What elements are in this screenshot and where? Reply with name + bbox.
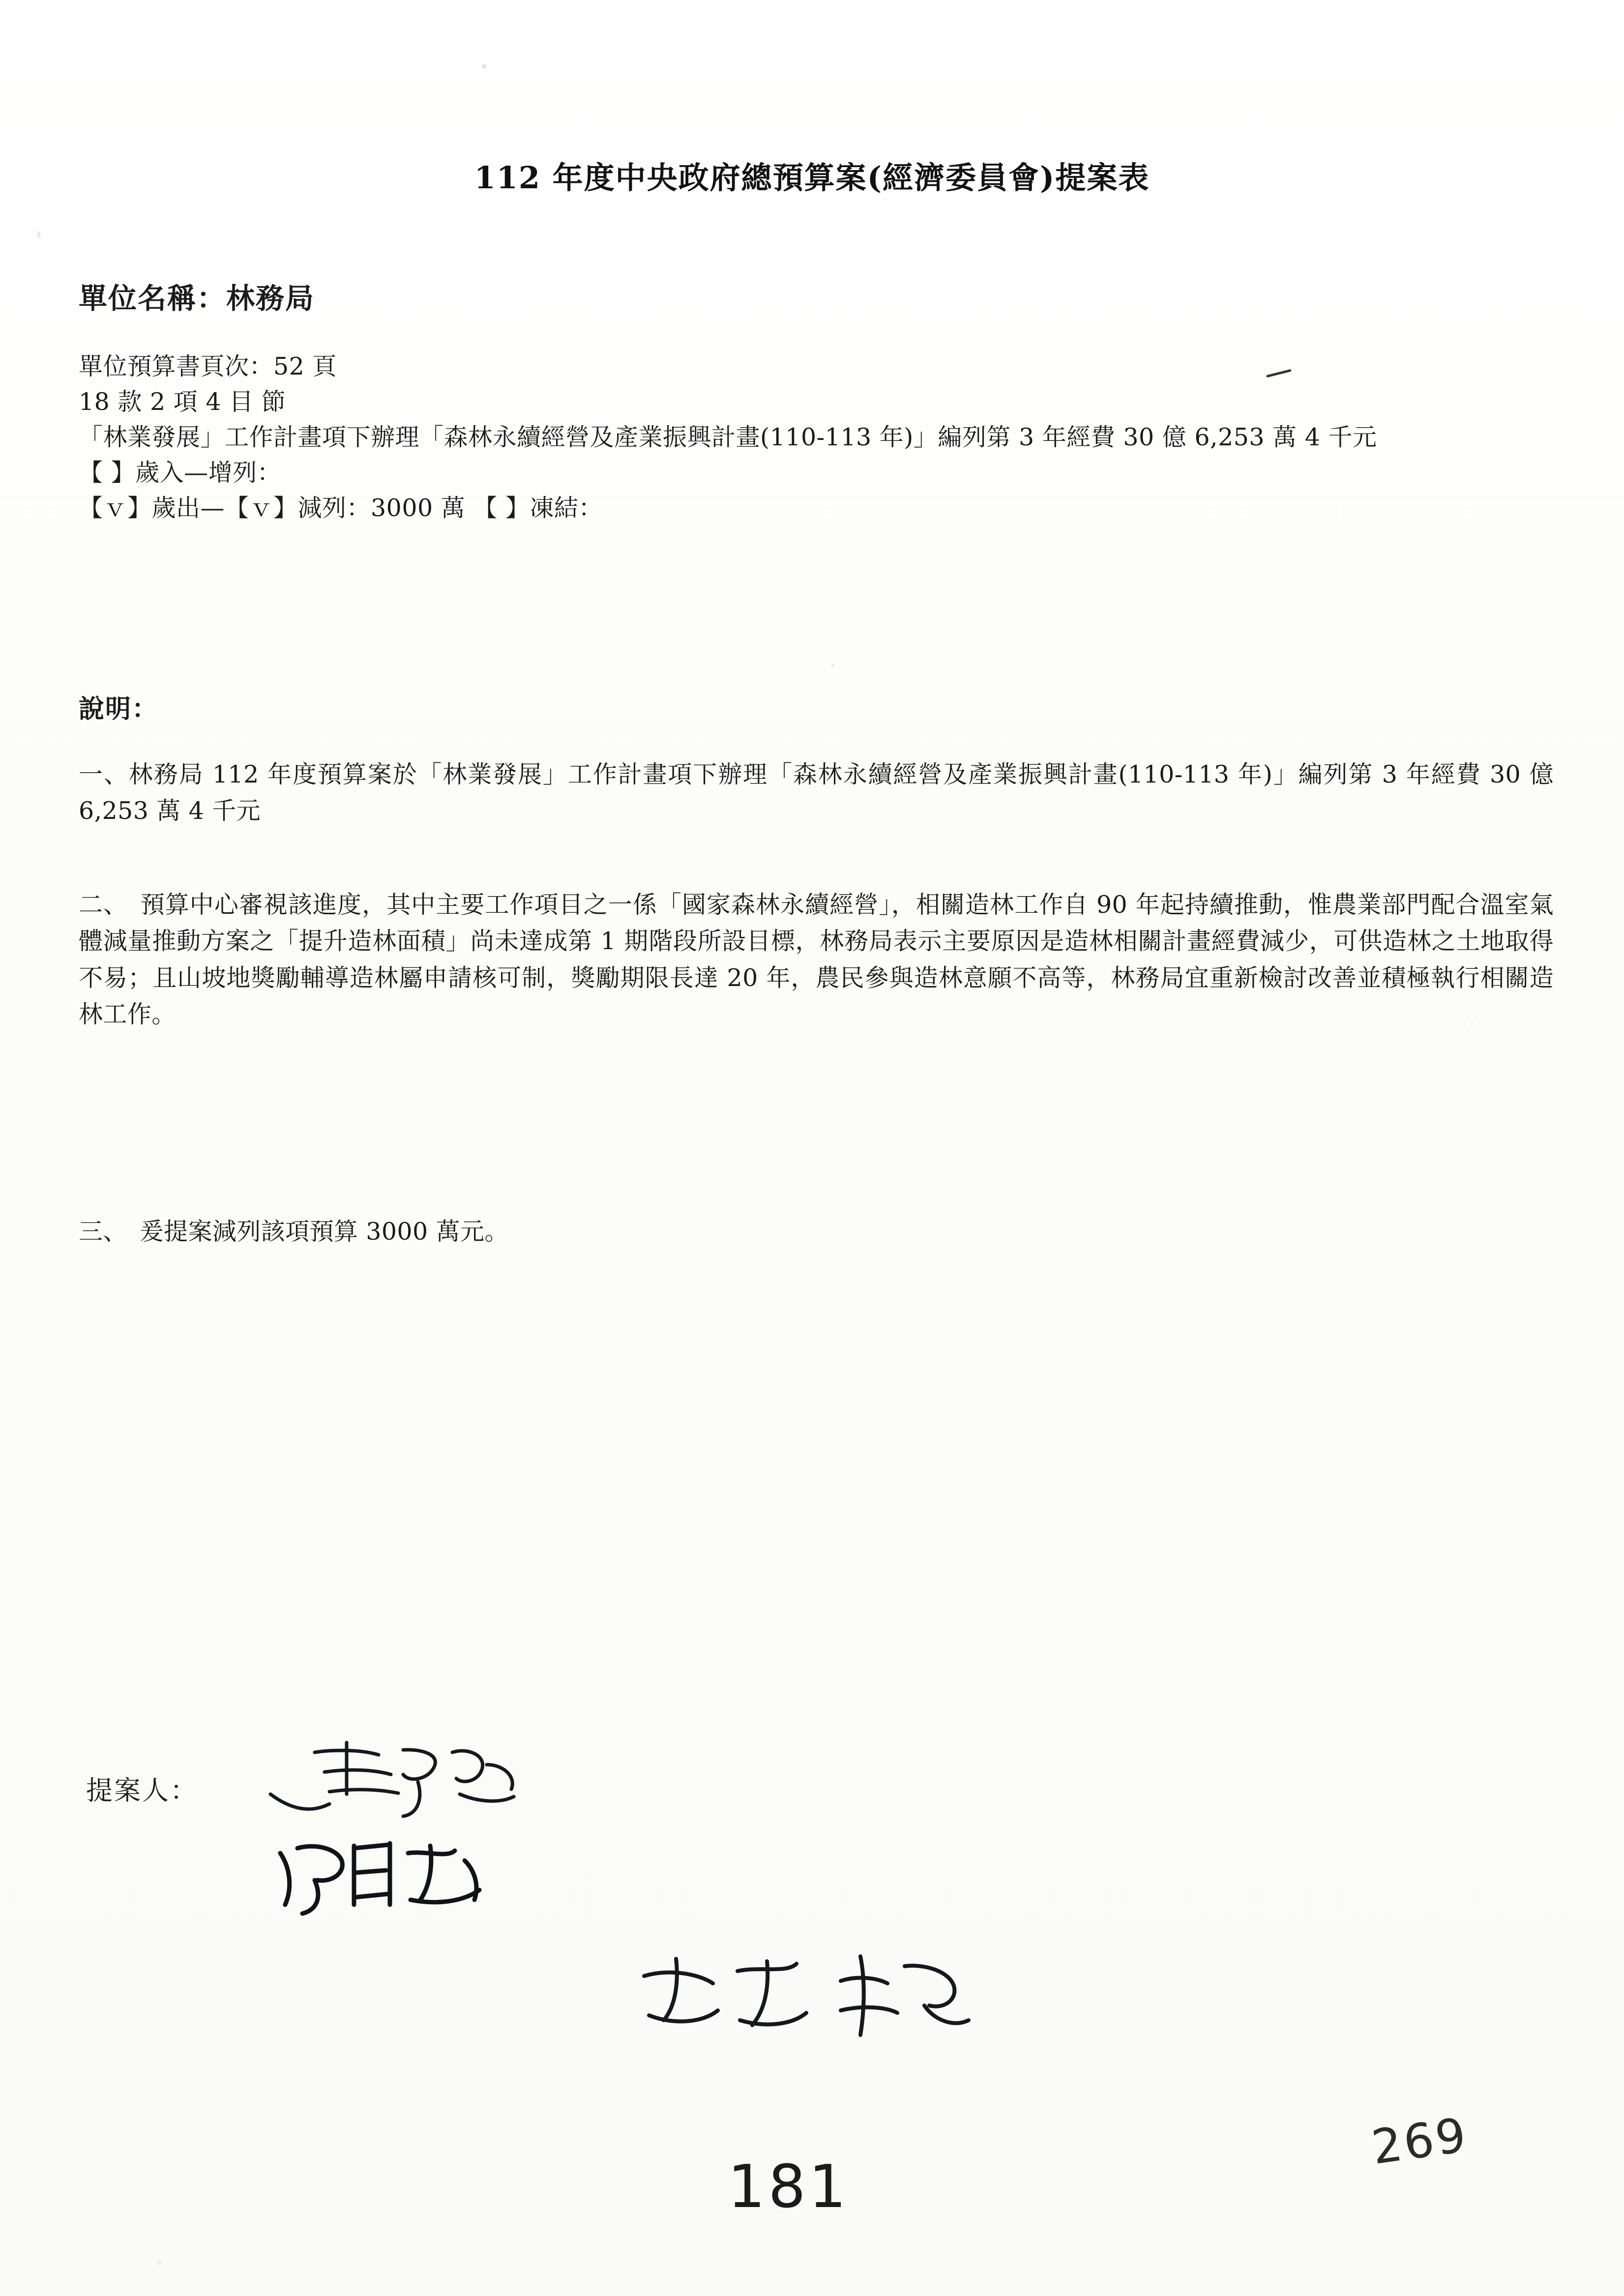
program-description-line: 「林業發展」工作計畫項下辦理「森林永續經營及產業振興計畫(110-113 年)」編列第 3 年經費 30 億 6,253 萬 4 千元 [79,423,1377,452]
scan-speckle [157,2261,162,2266]
explanation-paragraph-3: 三、 爰提案減列該項預算 3000 萬元。 [79,1218,509,1246]
scan-speckle [37,231,41,238]
page-title: 112 年度中央政府總預算案(經濟委員會)提案表 [474,159,1150,196]
scan-speckle [831,664,834,667]
budget-page-line: 單位預算書頁次：52 頁 [79,352,337,380]
explanation-paragraph-1: 一、林務局 112 年度預算案於「林業發展」工作計畫項下辦理「森林永續經營及產業振興計畫(110-113 年)」編列第 3 年經費 30 億 6,253 萬 4 千元 [79,760,1554,825]
proposer-label: 提案人： [86,1775,198,1806]
explanation-heading: 說明： [79,694,159,724]
explanation-paragraph-2: 二、 預算中心審視該進度，其中主要工作項目之一係「國家森林永續經營」，相關造林工作自 90 年起持續推動，惟農業部門配合溫室氣體減量推動方案之「提升造林面積」尚未達成第 1 期階段所設目標，林務局表示主要原因是造林相關計畫經費減少，可供造林之土地取得不易；且山坡地獎勵輔導造林屬申請核可制，獎勵期限長達 20 年，農民參與造林意願不高等，林務局宜重新檢討改善並積極執行相關造林工作。 [79,891,1554,1029]
budget-item-line: 18 款 2 項 4 目 節 [79,388,286,416]
signature-1 [256,1735,531,1829]
expenditure-checkbox-line: 【ｖ】歲出—【ｖ】減列：3000 萬 【 】凍結： [79,494,603,523]
signature-2 [268,1831,543,1924]
revenue-checkbox-line: 【 】歲入—增列： [79,459,282,487]
scan-speckle [482,64,487,69]
budget-meta-block [79,349,1544,526]
signature-3 [629,1947,983,2045]
handwritten-page-number: 181 [728,2153,850,2221]
handwritten-corner-number: 269 [1368,2107,1472,2176]
unit-name-heading: 單位名稱：林務局 [79,282,315,315]
